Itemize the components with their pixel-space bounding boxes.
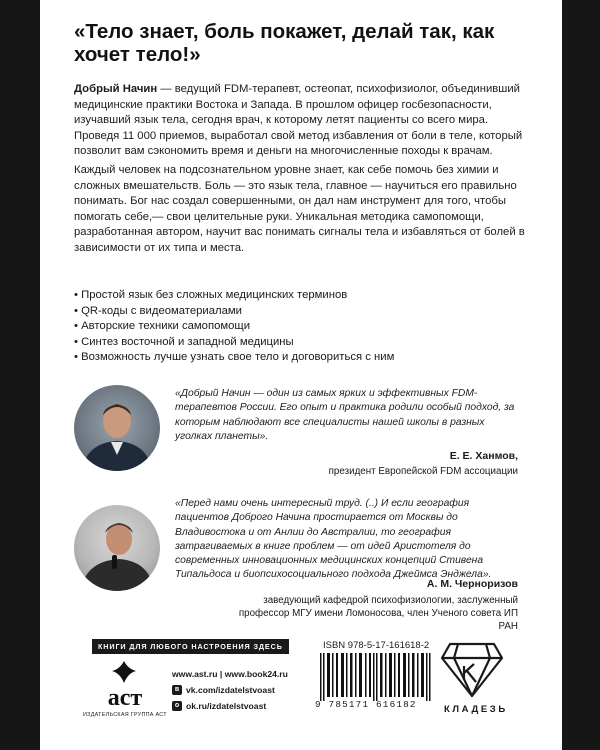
publisher-caption: ИЗДАТЕЛЬСКАЯ ГРУППА АСТ xyxy=(83,712,167,718)
description-paragraph: Каждый человек на подсознательном уровне знает, как себе помочь без химии и сложных вмешательств. Боль — это язык тела, главное — научиться его правильно понимать. Бог нас создал совершенными, он дал нам инструмент для того, чтобы помогать себе,— свои целительные руки. Уникальная методика самопомощи, разработанная автором, научит вас понимать сигналы тела и избавляться от болей в зависимости от их типа и места. xyxy=(74,164,525,254)
testimonial-author-2: А. М. Черноризов xyxy=(426,578,518,590)
author-name: Добрый Начин xyxy=(74,83,158,95)
kladez-diamond-logo xyxy=(440,640,504,698)
imprint-name: КЛАДЕЗЬ xyxy=(444,704,508,715)
portrait-icon xyxy=(74,505,160,591)
reviewer-photo-2 xyxy=(74,505,160,591)
vk-icon: в xyxy=(172,685,182,695)
svg-text:аст: аст xyxy=(107,685,143,711)
feature-item: • Авторские техники самопомощи xyxy=(74,319,534,335)
barcode xyxy=(318,653,432,701)
testimonial-role-1: президент Европейской FDM ассоциации xyxy=(328,466,518,477)
testimonial-quote-1: «Добрый Начин — один из самых ярких и эффективных FDM-терапевтов России. Его опыт и практика родили особый подход, за которым наблюдают все специалисты нашей школы в разных уголках планеты». xyxy=(175,388,515,442)
websites-link[interactable]: www.ast.ru | www.book24.ru xyxy=(172,669,288,679)
feature-item: • Возможность лучше узнать свое тело и договориться с ним xyxy=(74,350,534,366)
reviewer-photo-1 xyxy=(74,385,160,471)
feature-item: • QR-коды с видеоматериалами xyxy=(74,304,534,320)
ok-link[interactable]: ok.ru/izdatelstvoast xyxy=(186,701,267,711)
author-intro-text: — ведущий FDM-терапевт, остеопат, психофизиолог, объединивший медицинские практики Востока и Запада. В прошлом офицер госбезопасности, изучавший язык тела, сегодня врач, к которому летят пациенты со всего мира. Проведя 11 000 приемов, выработал свой метод избавления от боли в теле, который позволит вам сэкономить время и деньги на многочисленные походы к врачам. xyxy=(74,83,523,157)
testimonial-quote-2: «Перед нами очень интересный труд. (..) И если география пациентов Доброго Начина простирается от Москвы до Владивостока и от Анлии до Австралии, то география затрагиваемых в книге проблем — от идей Аристотеля до современных инновационных медицинских концепций Стивена Типальдоса и биопсихосоциального подхода Джеймса Энджела». xyxy=(175,498,492,581)
ok-icon: о xyxy=(172,701,182,711)
testimonial-author-1: Е. Е. Ханмов, xyxy=(449,450,518,462)
testimonial-role-2: заведующий кафедрой психофизиологии, заслуженный профессор МГУ имени Ломоносова, член Ученого совета ИП РАН xyxy=(238,595,518,632)
left-frame xyxy=(0,0,40,750)
publisher-links xyxy=(172,666,288,714)
feature-item: • Простой язык без сложных медицинских терминов xyxy=(74,288,534,304)
vk-link[interactable]: vk.com/izdatelstvoast xyxy=(186,685,275,695)
tagline-banner: КНИГИ ДЛЯ ЛЮБОГО НАСТРОЕНИЯ ЗДЕСЬ xyxy=(92,639,289,654)
isbn-number: ISBN 978-5-17-161618-2 xyxy=(323,640,430,651)
ast-publisher-logo xyxy=(90,659,160,711)
right-frame xyxy=(562,0,600,750)
portrait-icon xyxy=(74,385,160,471)
feature-item: • Синтез восточной и западной медицины xyxy=(74,335,534,351)
author-intro xyxy=(74,82,534,160)
feature-list xyxy=(74,288,534,366)
barcode-digits: 9 785171 616182 xyxy=(315,699,417,710)
headline: «Тело знает, боль покажет, делай так, как хочет тело!» xyxy=(74,20,495,66)
